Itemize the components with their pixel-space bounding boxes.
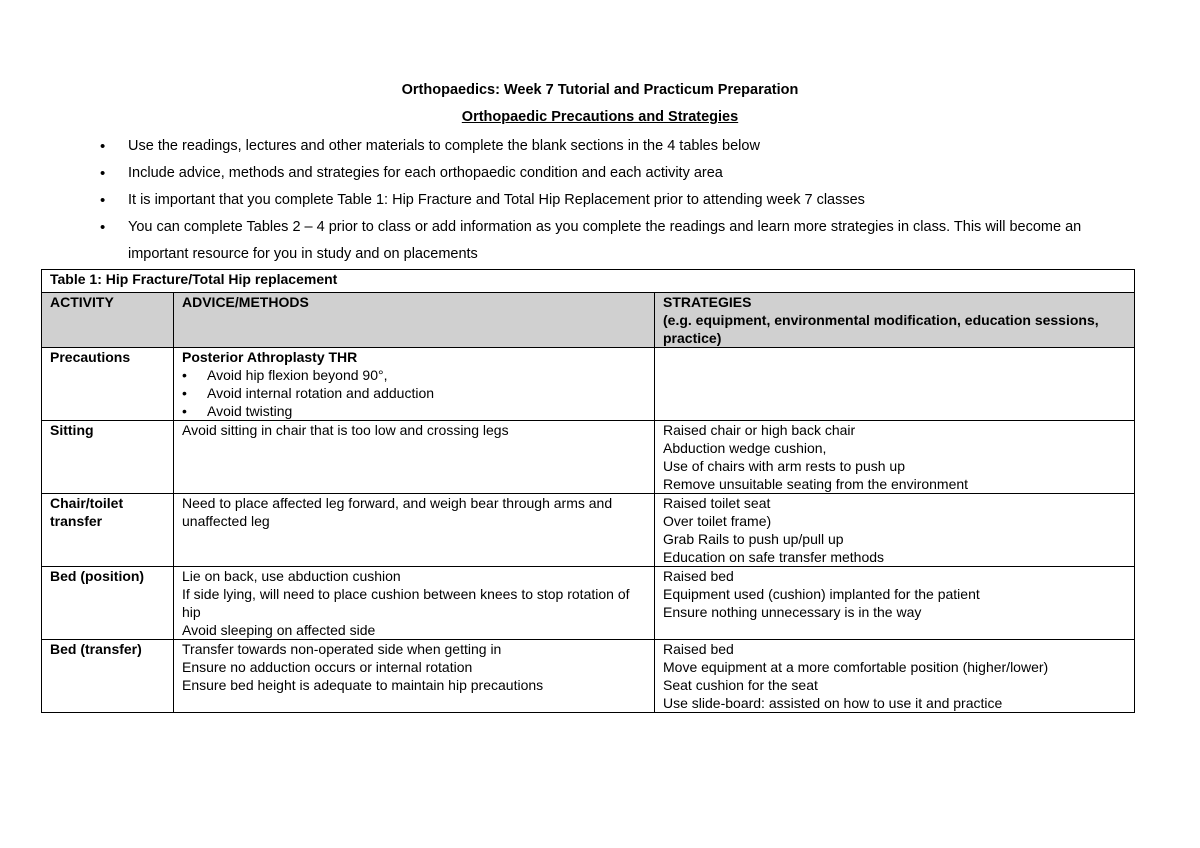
strategies-cell [655, 421, 1135, 494]
activity-cell: Bed (position) [42, 567, 174, 640]
advice-cell [174, 348, 655, 421]
strategy-line: Ensure nothing unnecessary is in the way [663, 604, 922, 620]
strategy-line: Use of chairs with arm rests to push up [663, 458, 905, 474]
table-row [42, 348, 1135, 421]
strategy-line: Move equipment at a more comfortable position (higher/lower) [663, 659, 1049, 675]
document-title: Orthopaedics: Week 7 Tutorial and Practicum Preparation [401, 82, 799, 98]
table-header-row [42, 293, 1135, 348]
strategy-line: Abduction wedge cushion, [663, 440, 827, 456]
advice-line: Avoid sitting in chair that is too low and crossing legs [182, 422, 509, 438]
advice-line: Need to place affected leg forward, and weigh bear through arms and unaffected leg [182, 495, 613, 529]
document-subtitle: Orthopaedic Precautions and Strategies [461, 109, 739, 125]
activity-cell: Bed (transfer) [42, 640, 174, 713]
strategy-line: Raised toilet seat [663, 495, 771, 511]
header-strategies [655, 293, 1135, 348]
strategies-cell [655, 494, 1135, 567]
table-row [42, 421, 1135, 494]
instruction-item: • You can complete Tables 2 – 4 prior to class or add information as you complete the readings and learn more strategies in class. This will become an important resource for you in study and on placements [98, 214, 1098, 268]
strategy-line: Grab Rails to push up/pull up [663, 531, 844, 547]
header-strategies-note: (e.g. equipment, environmental modification, education sessions, practice) [663, 312, 1099, 346]
strategy-line: Seat cushion for the seat [663, 677, 818, 693]
strategies-cell [655, 348, 1135, 421]
instruction-item: • Include advice, methods and strategies for each orthopaedic condition and each activity area [98, 160, 1098, 187]
advice-cell [174, 640, 655, 713]
strategy-line: Raised bed [663, 568, 734, 584]
advice-list-item: • Avoid internal rotation and adduction [182, 384, 646, 402]
advice-heading: Posterior Athroplasty THR [182, 349, 358, 365]
header-strategies-title: STRATEGIES [663, 294, 752, 310]
advice-line: Ensure bed height is adequate to maintain hip precautions [182, 677, 544, 693]
strategy-line: Raised bed [663, 641, 734, 657]
table-row [42, 640, 1135, 713]
hip-fracture-table [41, 269, 1135, 713]
advice-cell [174, 567, 655, 640]
strategy-line: Remove unsuitable seating from the environment [663, 476, 969, 492]
instruction-item: • It is important that you complete Table 1: Hip Fracture and Total Hip Replacement prior to attending week 7 classes [98, 187, 1098, 214]
strategy-line: Raised chair or high back chair [663, 422, 856, 438]
advice-cell [174, 421, 655, 494]
instruction-item: • Use the readings, lectures and other materials to complete the blank sections in the 4 tables below [98, 133, 1098, 160]
activity-cell: Chair/toilet transfer [42, 494, 174, 567]
header-advice: ADVICE/METHODS [174, 293, 655, 348]
advice-line: Ensure no adduction occurs or internal rotation [182, 659, 473, 675]
strategies-cell [655, 567, 1135, 640]
advice-line: Avoid sleeping on affected side [182, 622, 376, 638]
instruction-list [98, 133, 1098, 268]
strategy-line: Use slide-board: assisted on how to use it and practice [663, 695, 1003, 711]
header-activity: ACTIVITY [42, 293, 174, 348]
strategy-line: Over toilet frame) [663, 513, 772, 529]
advice-list-item: • Avoid twisting [182, 402, 646, 420]
advice-line: Transfer towards non-operated side when getting in [182, 641, 502, 657]
strategies-cell [655, 640, 1135, 713]
advice-list-item: • Avoid hip flexion beyond 90°, [182, 366, 646, 384]
advice-line: If side lying, will need to place cushion between knees to stop rotation of hip [182, 586, 630, 620]
table-caption-row [42, 270, 1135, 293]
table-caption: Table 1: Hip Fracture/Total Hip replacement [42, 270, 1135, 293]
activity-cell: Precautions [42, 348, 174, 421]
table-row [42, 494, 1135, 567]
advice-cell [174, 494, 655, 567]
strategy-line: Equipment used (cushion) implanted for the patient [663, 586, 980, 602]
table-row [42, 567, 1135, 640]
activity-cell: Sitting [42, 421, 174, 494]
advice-line: Lie on back, use abduction cushion [182, 568, 401, 584]
advice-list [182, 366, 646, 420]
strategy-line: Education on safe transfer methods [663, 549, 885, 565]
